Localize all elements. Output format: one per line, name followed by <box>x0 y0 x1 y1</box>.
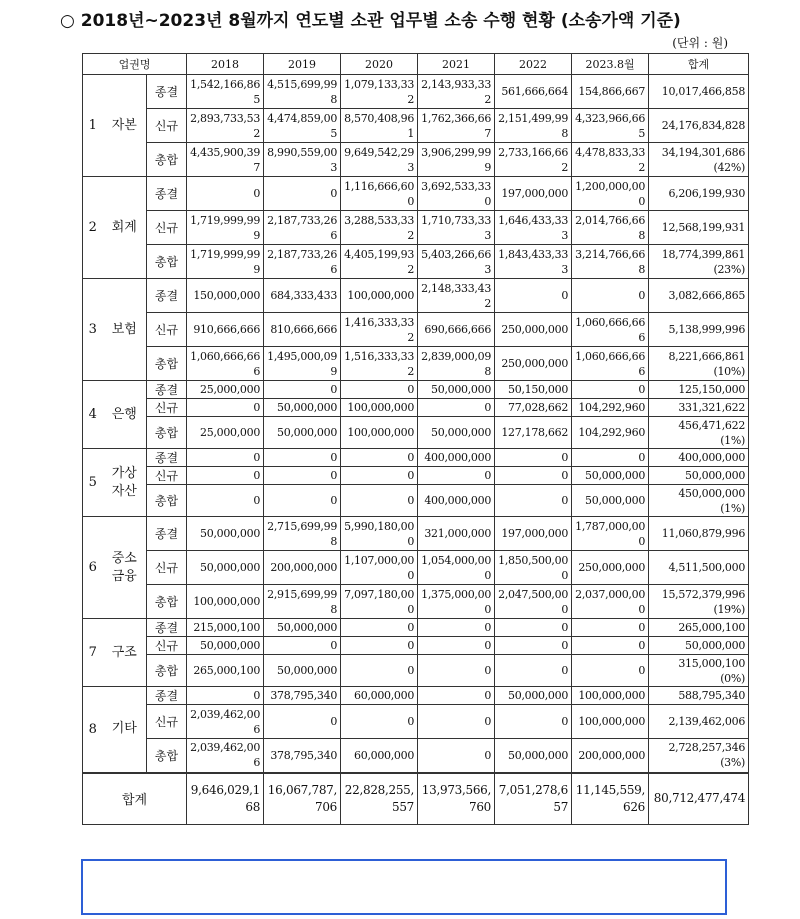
value-cell: 4,323,966,665 <box>572 109 649 143</box>
row-total-value: 5,138,999,996 <box>668 323 746 336</box>
row-total-cell <box>649 705 749 739</box>
value-cell: 2,148,333,432 <box>418 279 495 313</box>
value-cell: 2,187,733,266 <box>264 245 341 279</box>
case-type: 총합 <box>147 417 187 449</box>
value-cell: 0 <box>495 637 572 655</box>
case-type: 신규 <box>147 467 187 485</box>
row-total-cell <box>649 177 749 211</box>
table-row <box>83 467 749 485</box>
value-cell: 3,906,299,999 <box>418 143 495 177</box>
grand-total-value: 11,145,559,626 <box>572 773 649 825</box>
value-cell: 0 <box>187 687 264 705</box>
row-index: 6 <box>83 517 103 619</box>
value-cell: 0 <box>495 619 572 637</box>
sector-name: 구조 <box>103 619 147 687</box>
value-cell: 100,000,000 <box>341 417 418 449</box>
row-total-cell <box>649 619 749 637</box>
value-cell: 2,014,766,668 <box>572 211 649 245</box>
value-cell: 1,495,000,099 <box>264 347 341 381</box>
case-type: 총합 <box>147 245 187 279</box>
value-cell: 0 <box>418 619 495 637</box>
table-row <box>83 177 749 211</box>
page-title: ○ 2018년~2023년 8월까지 연도별 소관 업무별 소송 수행 현황 (소송가액 기준) <box>60 11 681 31</box>
value-cell: 250,000,000 <box>495 313 572 347</box>
sector-name: 회계 <box>103 177 147 279</box>
row-index: 5 <box>83 449 103 517</box>
value-cell: 400,000,000 <box>418 449 495 467</box>
grand-total-value: 16,067,787,706 <box>264 773 341 825</box>
sector-name: 자본 <box>103 75 147 177</box>
header-total: 합계 <box>649 54 749 75</box>
value-cell: 154,866,667 <box>572 75 649 109</box>
value-cell: 50,000,000 <box>418 417 495 449</box>
value-cell: 50,000,000 <box>572 485 649 517</box>
header-year: 2021 <box>418 54 495 75</box>
row-total-value: 50,000,000 <box>685 639 746 652</box>
value-cell: 215,000,100 <box>187 619 264 637</box>
value-cell: 104,292,960 <box>572 399 649 417</box>
row-total-cell <box>649 399 749 417</box>
value-cell: 197,000,000 <box>495 177 572 211</box>
row-total-value: 6,206,199,930 <box>668 187 746 200</box>
case-type: 종결 <box>147 279 187 313</box>
value-cell: 1,850,500,000 <box>495 551 572 585</box>
table-row <box>83 75 749 109</box>
value-cell: 0 <box>341 655 418 687</box>
grand-total-label: 합계 <box>83 773 187 825</box>
row-total-cell <box>649 211 749 245</box>
row-total-cell <box>649 485 749 517</box>
value-cell: 4,435,900,397 <box>187 143 264 177</box>
grand-total-value: 22,828,255,557 <box>341 773 418 825</box>
value-cell: 0 <box>418 467 495 485</box>
sector-name: 기타 <box>103 687 147 773</box>
value-cell: 2,037,000,000 <box>572 585 649 619</box>
value-cell: 2,893,733,532 <box>187 109 264 143</box>
value-cell: 1,107,000,000 <box>341 551 418 585</box>
value-cell: 0 <box>572 449 649 467</box>
header-year: 2019 <box>264 54 341 75</box>
case-type: 신규 <box>147 551 187 585</box>
value-cell: 4,478,833,332 <box>572 143 649 177</box>
case-type: 종결 <box>147 381 187 399</box>
row-index: 1 <box>83 75 103 177</box>
row-total-value: 18,774,399,861 <box>661 247 746 261</box>
case-type: 종결 <box>147 619 187 637</box>
value-cell: 200,000,000 <box>264 551 341 585</box>
value-cell: 0 <box>418 687 495 705</box>
sector-name: 중소금융 <box>103 517 147 619</box>
table-row <box>83 705 749 739</box>
value-cell: 1,843,433,333 <box>495 245 572 279</box>
share-percent: (3%) <box>720 756 746 770</box>
row-index: 7 <box>83 619 103 687</box>
row-total-value: 34,194,301,686 <box>661 145 746 159</box>
row-total-cell <box>649 449 749 467</box>
value-cell: 910,666,666 <box>187 313 264 347</box>
value-cell: 8,570,408,961 <box>341 109 418 143</box>
value-cell: 50,000,000 <box>264 619 341 637</box>
table-row <box>83 417 749 449</box>
row-total-cell <box>649 655 749 687</box>
value-cell: 1,054,000,000 <box>418 551 495 585</box>
value-cell: 0 <box>264 637 341 655</box>
value-cell: 0 <box>495 485 572 517</box>
case-type: 신규 <box>147 313 187 347</box>
table-row <box>83 585 749 619</box>
row-total-cell <box>649 109 749 143</box>
row-total-value: 331,321,622 <box>678 401 746 414</box>
share-percent: (23%) <box>713 262 746 276</box>
value-cell: 9,649,542,293 <box>341 143 418 177</box>
value-cell: 50,150,000 <box>495 381 572 399</box>
grand-total-value: 13,973,566,760 <box>418 773 495 825</box>
unit-note: (단위 : 원) <box>672 36 728 50</box>
value-cell: 2,039,462,006 <box>187 739 264 773</box>
table-row <box>83 109 749 143</box>
table-row <box>83 655 749 687</box>
value-cell: 0 <box>572 619 649 637</box>
value-cell: 60,000,000 <box>341 687 418 705</box>
table-row <box>83 143 749 177</box>
value-cell: 77,028,662 <box>495 399 572 417</box>
value-cell: 690,666,666 <box>418 313 495 347</box>
value-cell: 0 <box>341 449 418 467</box>
value-cell: 3,214,766,668 <box>572 245 649 279</box>
value-cell: 104,292,960 <box>572 417 649 449</box>
value-cell: 2,047,500,000 <box>495 585 572 619</box>
header-row <box>83 54 749 75</box>
value-cell: 684,333,433 <box>264 279 341 313</box>
value-cell: 1,060,666,666 <box>572 347 649 381</box>
row-total-value: 12,568,199,931 <box>661 221 746 234</box>
value-cell: 50,000,000 <box>264 655 341 687</box>
value-cell: 0 <box>418 655 495 687</box>
value-cell: 8,990,559,003 <box>264 143 341 177</box>
value-cell: 2,143,933,332 <box>418 75 495 109</box>
value-cell: 50,000,000 <box>187 517 264 551</box>
value-cell: 1,516,333,332 <box>341 347 418 381</box>
share-percent: (10%) <box>713 364 746 378</box>
value-cell: 2,151,499,998 <box>495 109 572 143</box>
row-total-value: 456,471,622 <box>678 418 746 432</box>
value-cell: 50,000,000 <box>187 637 264 655</box>
value-cell: 0 <box>572 655 649 687</box>
row-total-cell <box>649 517 749 551</box>
row-index: 8 <box>83 687 103 773</box>
row-total-cell <box>649 75 749 109</box>
case-type: 종결 <box>147 517 187 551</box>
value-cell: 4,515,699,998 <box>264 75 341 109</box>
value-cell: 1,116,666,600 <box>341 177 418 211</box>
value-cell: 100,000,000 <box>572 687 649 705</box>
row-total-cell <box>649 347 749 381</box>
row-total-value: 265,000,100 <box>678 621 746 634</box>
value-cell: 50,000,000 <box>495 687 572 705</box>
value-cell: 25,000,000 <box>187 417 264 449</box>
table-row <box>83 637 749 655</box>
table-row <box>83 687 749 705</box>
value-cell: 1,200,000,000 <box>572 177 649 211</box>
header-year: 2023.8월 <box>572 54 649 75</box>
case-type: 신규 <box>147 109 187 143</box>
value-cell: 0 <box>418 705 495 739</box>
row-total-cell <box>649 467 749 485</box>
value-cell: 0 <box>572 637 649 655</box>
value-cell: 100,000,000 <box>187 585 264 619</box>
value-cell: 0 <box>418 399 495 417</box>
header-year: 2022 <box>495 54 572 75</box>
value-cell: 250,000,000 <box>572 551 649 585</box>
table-row <box>83 211 749 245</box>
case-type: 종결 <box>147 449 187 467</box>
row-total-cell <box>649 687 749 705</box>
row-total-value: 50,000,000 <box>685 469 746 482</box>
table-row <box>83 279 749 313</box>
value-cell: 0 <box>495 705 572 739</box>
value-cell: 1,542,166,865 <box>187 75 264 109</box>
value-cell: 0 <box>264 467 341 485</box>
row-total-cell <box>649 585 749 619</box>
value-cell: 378,795,340 <box>264 739 341 773</box>
value-cell: 0 <box>495 467 572 485</box>
value-cell: 127,178,662 <box>495 417 572 449</box>
value-cell: 0 <box>187 449 264 467</box>
value-cell: 200,000,000 <box>572 739 649 773</box>
case-type: 총합 <box>147 485 187 517</box>
value-cell: 0 <box>495 279 572 313</box>
share-percent: (1%) <box>720 501 746 515</box>
row-total-value: 400,000,000 <box>678 451 746 464</box>
case-type: 총합 <box>147 739 187 773</box>
row-total-cell <box>649 279 749 313</box>
value-cell: 0 <box>341 637 418 655</box>
table-row <box>83 381 749 399</box>
row-total-cell <box>649 143 749 177</box>
value-cell: 0 <box>341 619 418 637</box>
table-row <box>83 551 749 585</box>
value-cell: 810,666,666 <box>264 313 341 347</box>
value-cell: 378,795,340 <box>264 687 341 705</box>
value-cell: 1,060,666,666 <box>187 347 264 381</box>
value-cell: 2,715,699,998 <box>264 517 341 551</box>
value-cell: 3,692,533,330 <box>418 177 495 211</box>
value-cell: 100,000,000 <box>572 705 649 739</box>
value-cell: 50,000,000 <box>418 381 495 399</box>
value-cell: 4,405,199,932 <box>341 245 418 279</box>
value-cell: 2,839,000,098 <box>418 347 495 381</box>
value-cell: 0 <box>341 381 418 399</box>
sector-name: 보험 <box>103 279 147 381</box>
header-year: 2018 <box>187 54 264 75</box>
row-total-cell <box>649 245 749 279</box>
value-cell: 3,288,533,332 <box>341 211 418 245</box>
value-cell: 0 <box>187 467 264 485</box>
row-total-value: 450,000,000 <box>678 486 746 500</box>
value-cell: 1,646,433,333 <box>495 211 572 245</box>
row-total-value: 2,728,257,346 <box>668 741 746 755</box>
row-total-value: 3,082,666,865 <box>668 289 746 302</box>
row-total-value: 588,795,340 <box>678 689 746 702</box>
row-total-cell <box>649 739 749 773</box>
row-index: 2 <box>83 177 103 279</box>
row-total-value: 8,221,666,861 <box>668 349 746 363</box>
value-cell: 321,000,000 <box>418 517 495 551</box>
value-cell: 1,762,366,667 <box>418 109 495 143</box>
value-cell: 50,000,000 <box>187 551 264 585</box>
case-type: 종결 <box>147 687 187 705</box>
value-cell: 0 <box>264 449 341 467</box>
value-cell: 1,710,733,333 <box>418 211 495 245</box>
row-total-value: 2,139,462,006 <box>668 715 746 728</box>
value-cell: 2,915,699,998 <box>264 585 341 619</box>
row-total-cell <box>649 551 749 585</box>
table-row <box>83 245 749 279</box>
row-total-cell <box>649 637 749 655</box>
row-total-cell <box>649 381 749 399</box>
value-cell: 0 <box>187 177 264 211</box>
share-percent: (42%) <box>713 160 746 174</box>
case-type: 총합 <box>147 347 187 381</box>
value-cell: 0 <box>418 637 495 655</box>
value-cell: 100,000,000 <box>341 399 418 417</box>
grand-total-sum: 80,712,477,474 <box>649 773 749 825</box>
value-cell: 0 <box>264 485 341 517</box>
table-row <box>83 449 749 467</box>
value-cell: 60,000,000 <box>341 739 418 773</box>
value-cell: 2,187,733,266 <box>264 211 341 245</box>
value-cell: 0 <box>187 485 264 517</box>
value-cell: 0 <box>495 449 572 467</box>
value-cell: 1,079,133,332 <box>341 75 418 109</box>
sector-name: 가상자산 <box>103 449 147 517</box>
row-total-value: 125,150,000 <box>678 383 746 396</box>
value-cell: 1,719,999,999 <box>187 211 264 245</box>
row-total-value: 10,017,466,858 <box>661 85 746 98</box>
value-cell: 400,000,000 <box>418 485 495 517</box>
value-cell: 0 <box>264 381 341 399</box>
sector-name: 은행 <box>103 381 147 449</box>
value-cell: 250,000,000 <box>495 347 572 381</box>
grand-total-value: 9,646,029,168 <box>187 773 264 825</box>
row-total-cell <box>649 313 749 347</box>
value-cell: 1,787,000,000 <box>572 517 649 551</box>
value-cell: 4,474,859,005 <box>264 109 341 143</box>
case-type: 신규 <box>147 637 187 655</box>
value-cell: 50,000,000 <box>264 417 341 449</box>
table-row <box>83 619 749 637</box>
value-cell: 0 <box>341 705 418 739</box>
litigation-table <box>82 53 749 825</box>
table-row <box>83 485 749 517</box>
value-cell: 25,000,000 <box>187 381 264 399</box>
value-cell: 0 <box>264 177 341 211</box>
row-total-value: 15,572,379,996 <box>661 587 746 601</box>
value-cell: 0 <box>187 399 264 417</box>
value-cell: 0 <box>341 485 418 517</box>
table-row <box>83 399 749 417</box>
case-type: 신규 <box>147 211 187 245</box>
value-cell: 0 <box>341 467 418 485</box>
value-cell: 2,039,462,006 <box>187 705 264 739</box>
value-cell: 50,000,000 <box>264 399 341 417</box>
row-index: 3 <box>83 279 103 381</box>
value-cell: 7,097,180,000 <box>341 585 418 619</box>
totals-outline <box>81 859 727 915</box>
case-type: 신규 <box>147 399 187 417</box>
case-type: 총합 <box>147 143 187 177</box>
row-total-value: 11,060,879,996 <box>661 527 746 540</box>
table-row <box>83 517 749 551</box>
case-type: 신규 <box>147 705 187 739</box>
value-cell: 0 <box>572 279 649 313</box>
row-total-value: 24,176,834,828 <box>661 119 746 132</box>
header-year: 2020 <box>341 54 418 75</box>
header-category: 업권명 <box>83 54 187 75</box>
value-cell: 1,719,999,999 <box>187 245 264 279</box>
row-index: 4 <box>83 381 103 449</box>
value-cell: 0 <box>495 655 572 687</box>
value-cell: 197,000,000 <box>495 517 572 551</box>
share-percent: (19%) <box>713 602 746 616</box>
value-cell: 561,666,664 <box>495 75 572 109</box>
value-cell: 1,060,666,666 <box>572 313 649 347</box>
value-cell: 2,733,166,662 <box>495 143 572 177</box>
value-cell: 1,416,333,332 <box>341 313 418 347</box>
grand-total-value: 7,051,278,657 <box>495 773 572 825</box>
table-row <box>83 739 749 773</box>
case-type: 종결 <box>147 75 187 109</box>
row-total-value: 4,511,500,000 <box>668 561 746 574</box>
value-cell: 5,403,266,663 <box>418 245 495 279</box>
value-cell: 100,000,000 <box>341 279 418 313</box>
share-percent: (1%) <box>720 433 746 447</box>
table-row <box>83 313 749 347</box>
value-cell: 50,000,000 <box>495 739 572 773</box>
value-cell: 0 <box>264 705 341 739</box>
value-cell: 1,375,000,000 <box>418 585 495 619</box>
value-cell: 265,000,100 <box>187 655 264 687</box>
case-type: 총합 <box>147 655 187 687</box>
value-cell: 5,990,180,000 <box>341 517 418 551</box>
row-total-value: 315,000,100 <box>678 656 746 670</box>
case-type: 종결 <box>147 177 187 211</box>
case-type: 총합 <box>147 585 187 619</box>
value-cell: 50,000,000 <box>572 467 649 485</box>
table-row <box>83 347 749 381</box>
row-total-cell <box>649 417 749 449</box>
share-percent: (0%) <box>720 671 746 685</box>
value-cell: 0 <box>572 381 649 399</box>
grand-total-row <box>83 773 749 825</box>
value-cell: 0 <box>418 739 495 773</box>
value-cell: 150,000,000 <box>187 279 264 313</box>
